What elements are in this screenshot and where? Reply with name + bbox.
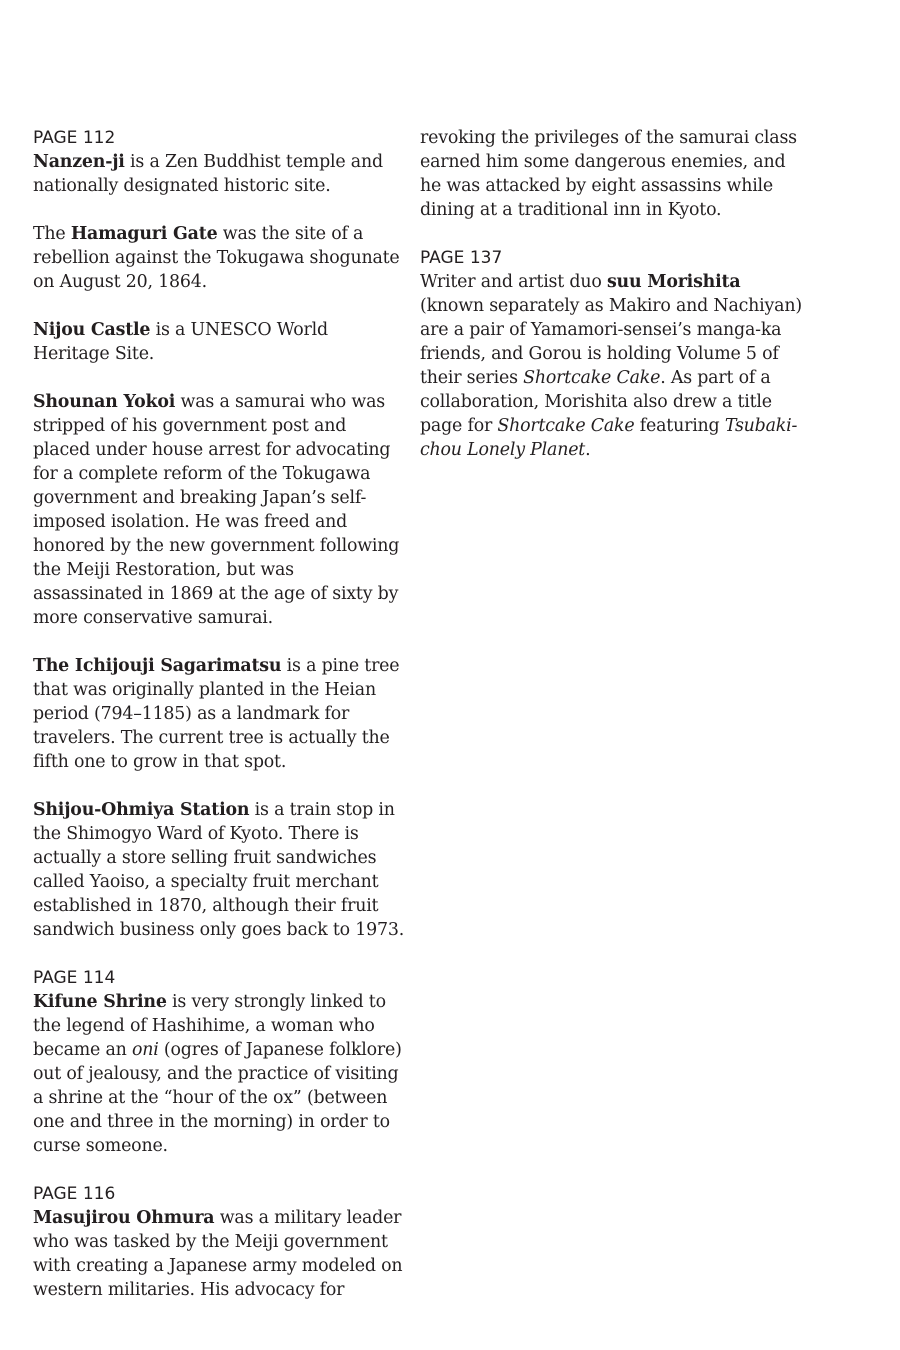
term-suu-morishita: suu Morishita [606,272,741,292]
term-hamaguri-gate: Hamaguri Gate [70,224,218,244]
entry-nanzenji [33,126,408,198]
text-kifune-1: is very strongly linked to the legend of Hashihime, a woman who became an [33,992,386,1060]
text-morishita-3: featuring [634,416,725,436]
text-nanzenji: is a Zen Buddhist temple and nationally designated historic site. [33,152,383,196]
text-shounan: was a samurai who was stripped of his government post and placed under house arrest for advocating for a complete reform of the Tokugawa government and breaking Japan’s self-imposed isolation. He was freed and honored by the new government following the Meiji Restoration, but was assassinated in 1869 at the age of sixty by more conservative samurai. [33,392,400,628]
term-masujirou-ohmura: Masujirou Ohmura [33,1208,215,1228]
entry-shounan-yokoi [33,390,408,630]
entry-suu-morishita [420,246,804,462]
entry-hamaguri-gate [33,222,408,294]
italic-oni: oni [131,1040,159,1060]
text-hamaguri: was the site of a rebellion against the Tokugawa shogunate on August 20, 1864. [33,224,400,292]
entry-continuation [420,126,804,222]
term-shijou-ohmiya: Shijou-Ohmiya Station [33,800,250,820]
text-morishita-4: . [585,440,591,460]
entry-kifune-shrine [33,966,408,1158]
text-shijou: is a train stop in the Shimogyo Ward of Kyoto. There is actually a store selling fruit sandwiches called Yaoiso, a specialty fruit merchant established in 1870, although their fruit sandwich business only goes back to 1973. [33,800,405,940]
text-continuation: revoking the privileges of the samurai class earned him some dangerous enemies, and he was attacked by eight assassins while dining at a traditional inn in Kyoto. [420,128,797,220]
term-ichijouji: The Ichijouji Sagarimatsu [33,656,282,676]
entry-nijou-castle [33,318,408,366]
entry-shijou-ohmiya [33,798,408,942]
text-masujirou: was a military leader who was tasked by the Meiji government with creating a Japanese army modeled on western militaries. His advocacy for [33,1208,403,1300]
page-label-114: PAGE 114 [33,968,116,988]
text-morishita-2: . As part of a collaboration, Morishita also drew a title page for [420,368,772,436]
text-morishita-1: (known separately as Makiro and Nachiyan) are a pair of Yamamori-sensei’s manga-ka friends, and Gorou is holding Volume 5 of their series [420,296,802,388]
page-label-116: PAGE 116 [33,1184,116,1204]
text-ichijouji: is a pine tree that was originally planted in the Heian period (794–1185) as a landmark for travelers. The current tree is actually the fifth one to grow in that spot. [33,656,400,772]
italic-shortcake-cake-2: Shortcake Cake [497,416,635,436]
left-column [33,126,408,1326]
text-kifune-2: (ogres of Japanese folklore) out of jealousy, and the practice of visiting a shrine at the “hour of the ox” (between one and three in the morning) in order to curse someone. [33,1040,402,1156]
entry-masujirou-ohmura [33,1182,408,1302]
pre-morishita: Writer and artist duo [420,272,607,292]
term-nanzenji: Nanzen-ji [33,152,125,172]
right-column [420,126,804,486]
page-label-112: PAGE 112 [33,128,116,148]
italic-tsubaki-chou: Tsubaki-chou Lonely Planet [420,416,798,460]
pre-hamaguri: The [33,224,71,244]
term-shounan-yokoi: Shounan Yokoi [33,392,176,412]
entry-ichijouji [33,654,408,774]
text-nijou: is a UNESCO World Heritage Site. [33,320,328,364]
page-label-137: PAGE 137 [420,248,503,268]
term-nijou-castle: Nijou Castle [33,320,151,340]
italic-shortcake-cake-1: Shortcake Cake [523,368,661,388]
term-kifune-shrine: Kifune Shrine [33,992,167,1012]
